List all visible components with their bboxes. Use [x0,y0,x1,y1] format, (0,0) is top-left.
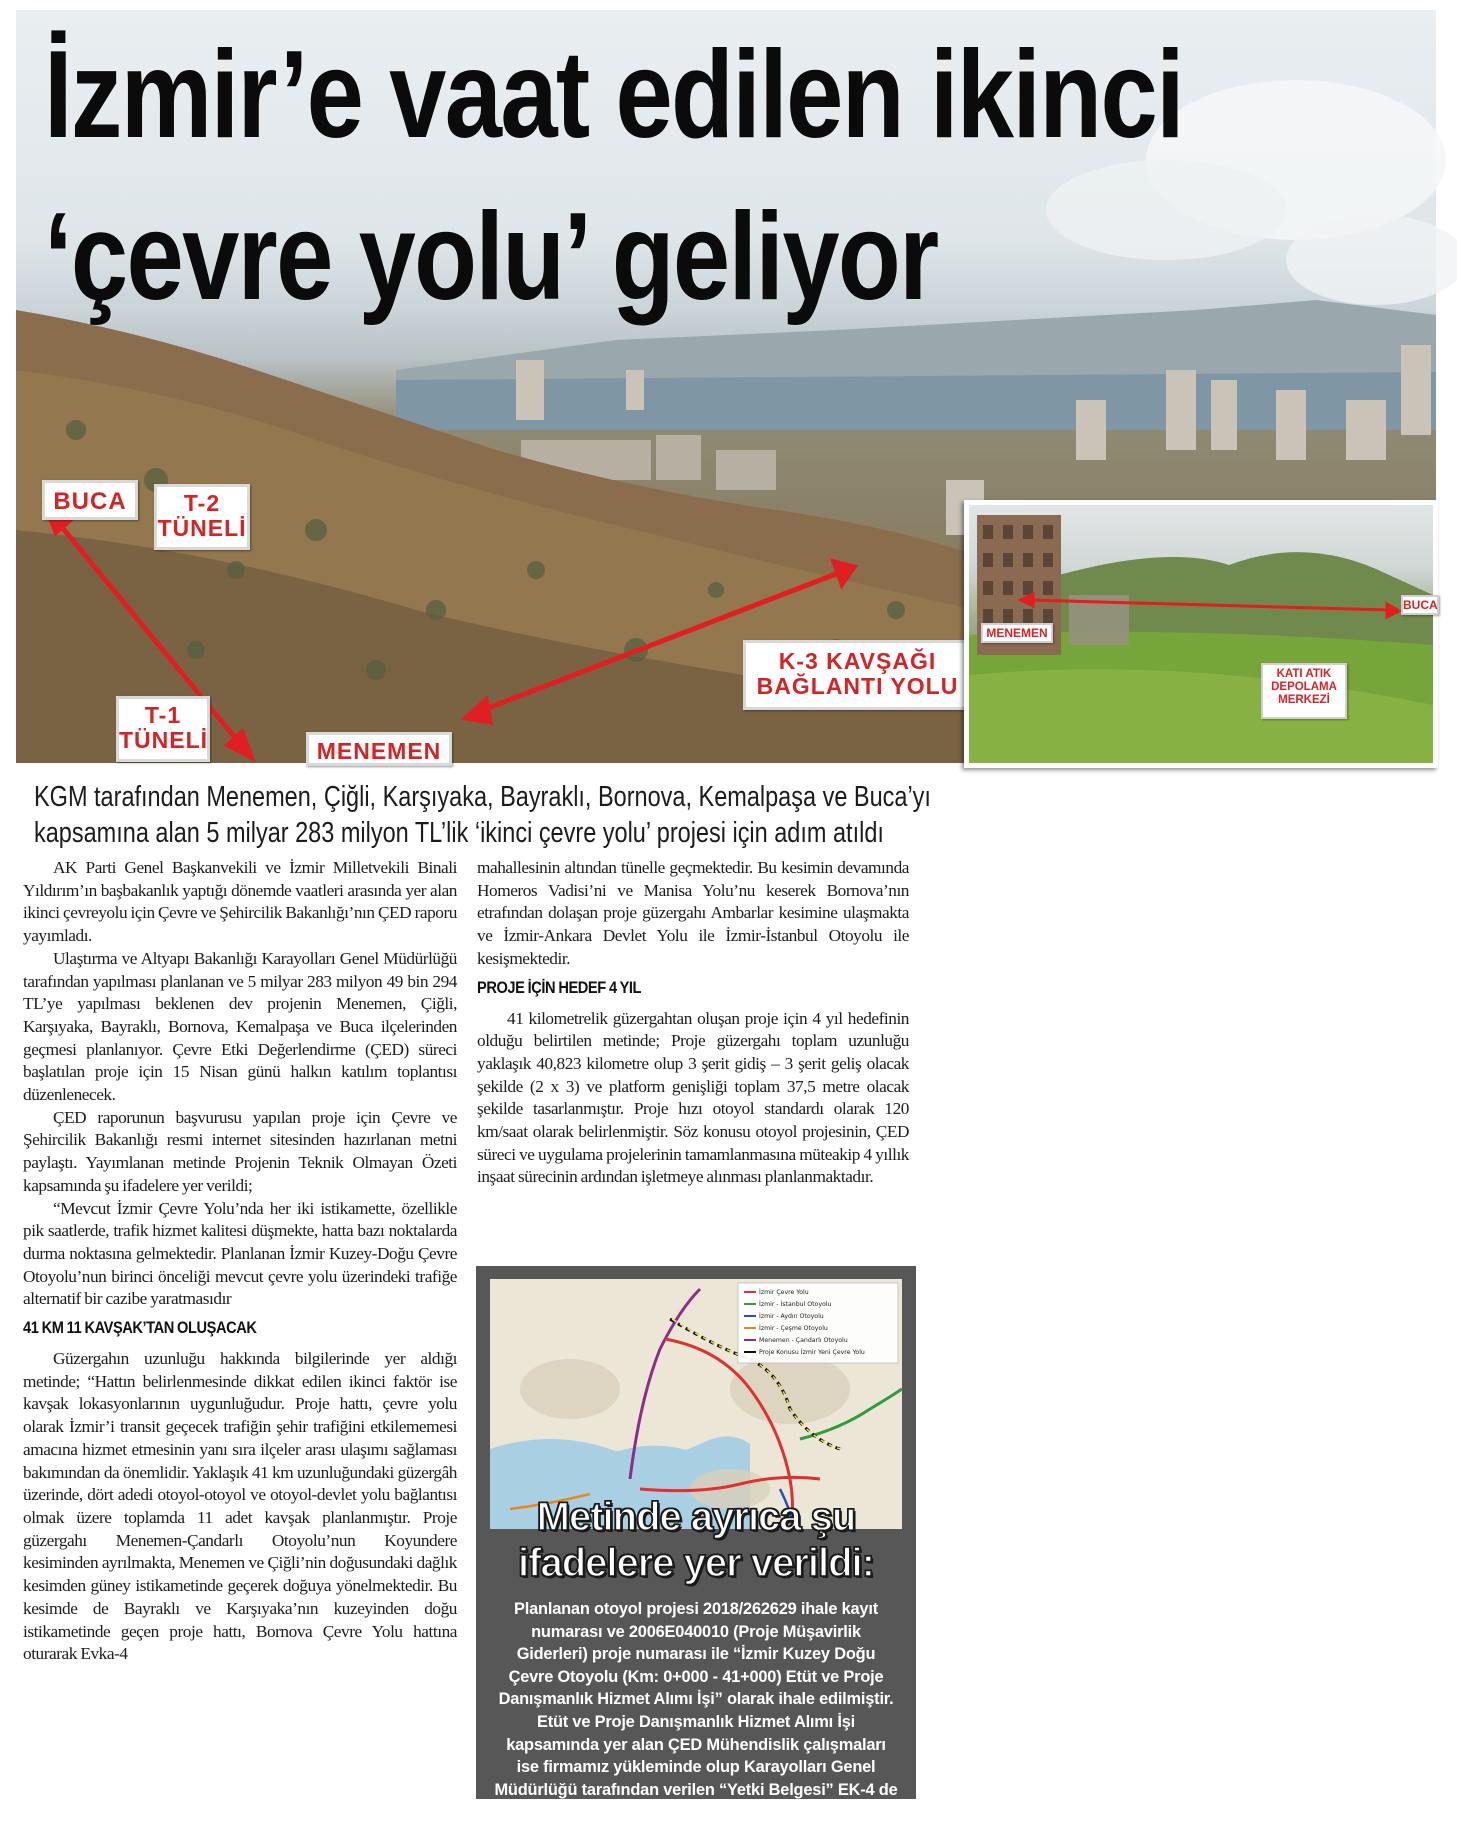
legend-label: Proje Konusu İzmir Yeni Çevre Yolu [759,1349,865,1356]
inset-label-menemen: MENEMEN [981,623,1053,643]
panel-title-line-2: ifadelere yer verildi: [518,1541,874,1585]
paragraph: Ulaştırma ve Altyapı Bakanlığı Karayolları Genel Müdürlüğü tarafından yapılması planlanan ve 5 milyar 283 milyon 49 bin 294 TL’ye yapılması beklenen dev projenin Menemen, Çiğli, Karşıyaka, Bayraklı, Bornova, Kemalpaşa ve Buca ilçelerinden geçmesi planlanıyor. Çevre Etki Değerlendirme (ÇED) süreci başlatılan proje için 15 Nisan günü halkın katılım toplantısı düzenlenecek. [23,948,457,1105]
legend-row [744,1313,824,1320]
legend-label: İzmir - İstanbul Otoyolu [759,1301,832,1308]
paragraph: Güzergahın uzunluğu hakkında bilgilerinde yer aldığı metinde; “Hattın belirlenmesinde dikkat edilen ikinci faktör ise kavşak lokasyonlarının uygunluğudur. Proje hattı, çevre yolu olarak İzmir’i transit geçecek trafiğin şehir trafiğini etkilememesi amacına hizmet etmesinin yanı sıra ilçeler arası ulaşımı sağlaması bakımından da önemlidir. Yaklaşık 41 km uzunluğundaki güzergâh üzerinde, dört adedi otoyol-otoyol ve otoyol-devlet yolu bağlantısı olmak üzere toplamda 11 adet kavşak planlanmıştır. Proje güzergahı Menemen-Çandarlı Otoyolu’nun Koyundere kesiminden ayrılmakta, Menemen ve Çiğli’nin doğusundaki dağlık kesimden güney istikametinde geçerek doğuya yönelmektedir. Bu kesimde de Bayraklı ve Karşıyaka’nın kuzeyinden doğu istikametinde geçen proje hattı, Bornova Çevre Yolu hattına oturarak Evka-4 [23,1349,457,1664]
legend-swatch [744,1327,756,1329]
subheading-41km: 41 KM 11 KAVŞAK’TAN OLUŞACAK [23,1318,257,1338]
headline-line-2: ‘çevre yolu’ geliyor [44,188,938,326]
inset-label-katik-line3: MERKEZİ [1278,694,1330,707]
panel-title-line-1: Metinde ayrıca şu [536,1495,856,1539]
legend-row [744,1349,865,1356]
photo-label-menemen: MENEMEN [306,732,452,766]
photo-label-k3-junction [743,640,972,710]
legend-row [744,1301,831,1308]
paragraph: mahallesinin altından tünelle geçmektedir. Bu kesimin devamında Homeros Vadisi’ni ve Manisa Yolu’nu keserek Bornova’nın etrafından dolaşan proje güzergahı Ambarlar kesimine ulaşmakta ve İzmir-Ankara Devlet Yolu ile İzmir-İstanbul Otoyolu ile kesişmektedir. [477,858,909,968]
legend-label: İzmir Çevre Yolu [759,1289,809,1296]
photo-label-t2-tunnel [154,484,250,550]
panel-title [476,1494,916,1586]
inset-photo [964,500,1438,768]
info-panel [476,1266,916,1822]
photo-label-t1-line2: TÜNELİ [119,727,209,754]
photo-label-k3-line1: K-3 KAVŞAĞI [778,648,937,674]
photo-label-t1-line1: T-1 [144,702,182,728]
photo-label-buca: BUCA [42,480,138,520]
legend-swatch [744,1351,756,1353]
subheading-target-4-years: PROJE İÇİN HEDEF 4 YIL [477,977,642,997]
legend-label: İzmir - Çeşme Otoyolu [759,1325,828,1332]
paragraph: AK Parti Genel Başkanvekili ve İzmir Milletvekili Binali Yıldırım’ın başbakanlık yaptığı dönemde vaatleri arasında yer alan ikinci çevreyolu için Çevre ve Şehircilik Bakanlığı’nın ÇED raporu yayımladı. [23,858,457,946]
article-column-right [477,857,909,1189]
inset-label-solid-waste-center [1261,663,1347,719]
inset-label-katik-line2: DEPOLAMA [1271,681,1337,694]
legend-row [744,1289,809,1296]
inset-label-katik-line1: KATI ATIK [1276,668,1332,680]
paragraph: 41 kilometrelik güzergahtan oluşan proje için 4 yıl hedefinin olduğu belirtilen metinde; Proje güzergahı toplam uzunluğu yaklaşık 40,823 kilometre olup 3 şerit gidiş – 3 şerit geliş olacak şekilde (2 x 3) ve platform genişliği toplam 37,5 metre olacak şekilde tasarlanmıştır. Proje hızı otoyol standardı olarak 120 km/saat olarak belirlenmiştir. Söz konusu otoyol projesinin, ÇED süreci ve uygulama projelerinin tamamlanmasına müteakip 4 yıllık inşaat sürecinin ardından işletmeye alınması planlanmaktadır. [477,1008,909,1187]
photo-label-t2-line2: TÜNELİ [157,515,247,542]
legend-swatch [744,1291,756,1293]
deck-line-1: KGM tarafından Menemen, Çiğli, Karşıyaka, Bayraklı, Bornova, Kemalpaşa ve Buca’yı [34,781,931,813]
legend-swatch [744,1339,756,1341]
article-column-left [23,857,457,1666]
inset-label-buca: BUCA [1401,595,1439,615]
photo-label-k3-line2: BAĞLANTI YOLU [756,673,959,700]
photo-label-t1-tunnel [116,696,210,762]
legend-swatch [744,1315,756,1317]
legend-swatch [744,1303,756,1305]
headline-line-1: İzmir’e vaat edilen ikinci [44,26,1184,164]
deck-line-2: kapsamına alan 5 milyar 283 milyon TL’lik ‘ikinci çevre yolu’ projesi için adım atıldı [34,817,884,849]
legend-row [744,1337,848,1344]
photo-label-t2-line1: T-2 [183,490,221,516]
legend-label: Menemen - Çandarlı Otoyolu [759,1337,848,1344]
paragraph: ÇED raporunun başvurusu yapılan proje için Çevre ve Şehircilik Bakanlığı resmi internet sitesinden hazırlanan metni paylaştı. Yayımlanan metinde Projenin Teknik Olmayan Özeti kapsamında şu ifadelere yer verildi; [23,1107,457,1195]
route-map [490,1279,902,1529]
legend-label: İzmir - Aydın Otoyolu [759,1313,824,1320]
quote-paragraph: “Mevcut İzmir Çevre Yolu’nda her iki istikamette, özellikle pik saatlerde, trafik hizmet kalitesi düşmekte, hatta bazı noktalarda durma noktasına gelmektedir. Planlanan İzmir Kuzey-Doğu Çevre Otoyolu’nun birinci önceliği mevcut çevre yolu üzerindeki trafiğe alternatif bir cazibe yaratmasıdır [23,1198,457,1309]
panel-body-text: Planlanan otoyol projesi 2018/262629 ihale kayıt numarası ve 2006E040010 (Proje Müşavirlik Giderleri) proje numarası ile “İzmir Kuzey Doğu Çevre Otoyolu (Km: 0+000 - 41+000) Etüt ve Proje Danışmanlık Hizmet Alımı İşi” olarak ihale edilmiştir. Etüt ve Proje Danışmanlık Hizmet Alımı İşi kapsamında yer alan ÇED Mühendislik çalışmaları ise firmamız yükleminde olup Karayolları Genel Müdürlüğü tarafından verilen “Yetki Belgesi” EK-4 de yer almaktadır. [494,1600,898,1822]
legend-row [744,1325,828,1332]
map-legend [744,1287,894,1361]
